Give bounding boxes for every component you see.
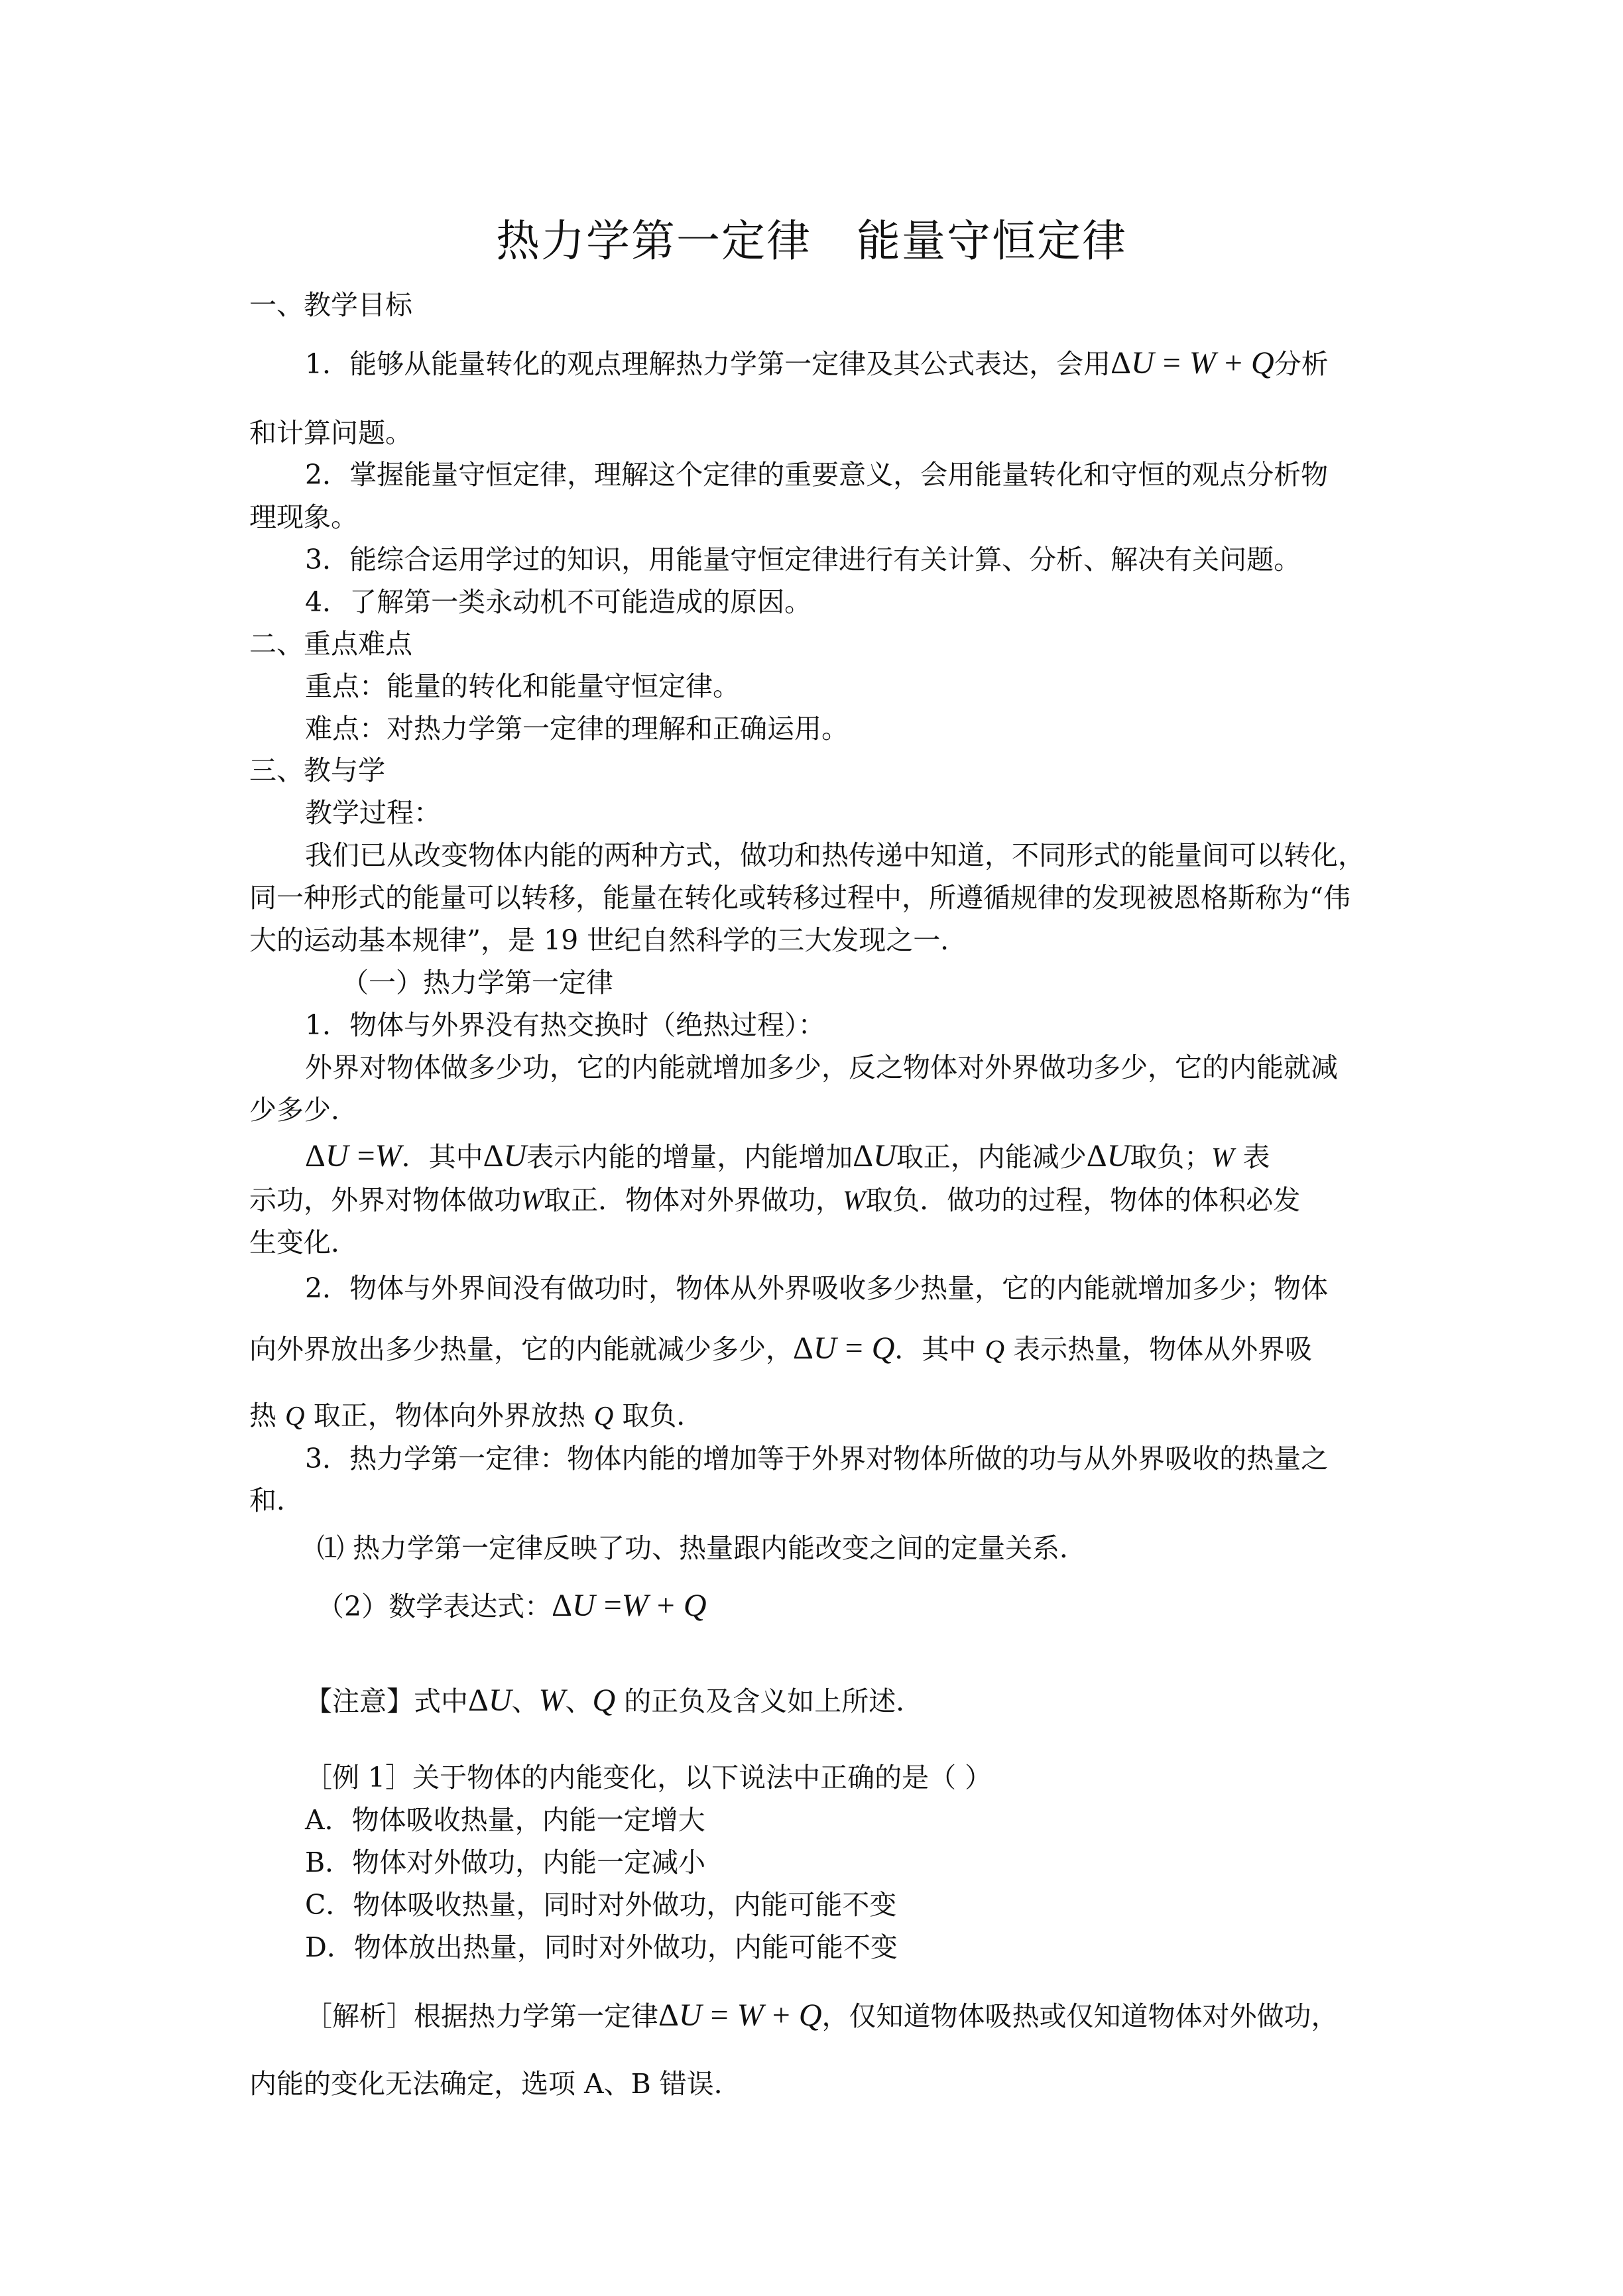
math-var-u: U	[1107, 1138, 1130, 1174]
point-1-line-4	[249, 1181, 1300, 1219]
math-delta: Δ	[793, 1331, 813, 1366]
point-2-line-2	[249, 1330, 1312, 1368]
math-var-w: W	[375, 1138, 402, 1174]
math-var-q: Q	[985, 1334, 1005, 1364]
work-text-e: 表	[1242, 1141, 1270, 1173]
point-1-line-2: 少多少．	[249, 1094, 358, 1126]
law-item-1: ⑴ 热力学第一定律反映了功、热量跟内能改变之间的定量关系．	[317, 1532, 1087, 1564]
math-var-q: Q	[871, 1331, 895, 1366]
math-delta: Δ	[1111, 345, 1131, 381]
analysis-line-1	[305, 1997, 1339, 2035]
math-var-u: U	[325, 1138, 349, 1174]
point-1-text-c3: 取负．做功的过程，物体的体积必发	[865, 1184, 1301, 1216]
math-equals: =	[357, 1138, 375, 1174]
point-2-text-b3: 表示热量，物体从外界吸	[1013, 1333, 1313, 1365]
math-var-q: Q	[683, 1588, 707, 1623]
point-3-line-1: 3．热力学第一定律：物体内能的增加等于外界对物体所做的功与从外界吸收的热量之	[305, 1443, 1329, 1475]
math-equals: =	[710, 1998, 729, 2033]
objective-2-line-1: 2．掌握能量守恒定律，理解这个定律的重要意义，会用能量转化和守恒的观点分析物	[305, 459, 1329, 491]
note-separator: 、	[511, 1685, 539, 1717]
math-var-u: U	[873, 1138, 896, 1174]
math-var-q: Q	[592, 1683, 616, 1718]
key-point: 重点：能量的转化和能量守恒定律。	[305, 670, 740, 702]
math-var-q: Q	[1250, 345, 1274, 381]
point-2-line-1: 2．物体与外界间没有做功时，物体从外界吸收多少热量，它的内能就增加多少；物体	[305, 1272, 1329, 1304]
point-2-text-c2: 取正，物体向外界放热	[313, 1400, 585, 1431]
example-1-question: ［例 1］关于物体的内能变化，以下说法中正确的是（ ）	[305, 1762, 992, 1793]
note-text-a: 【注意】式中	[305, 1685, 468, 1717]
work-text-c: 取正，内能减少	[896, 1141, 1087, 1173]
analysis-text-b: ，仅知道物体吸热或仅知道物体对外做功，	[821, 2000, 1339, 2032]
math-plus: +	[772, 1998, 790, 2033]
objective-3: 3．能综合运用学过的知识，用能量守恒定律进行有关计算、分析、解决有关问题。	[305, 544, 1301, 575]
objective-1-suffix: 分析	[1274, 348, 1329, 380]
note-line	[305, 1682, 923, 1720]
math-delta: Δ	[468, 1683, 489, 1718]
example-1-option-c: C．物体吸收热量，同时对外做功，内能可能不变	[305, 1889, 897, 1921]
math-var-u: U	[1130, 345, 1154, 381]
point-1-heading: 1．物体与外界没有热交换时（绝热过程）：	[305, 1009, 825, 1041]
page-title: 热力学第一定律 能量守恒定律	[496, 215, 1127, 267]
point-1-text-c1: 示功，外界对物体做功	[249, 1184, 521, 1216]
math-var-w: W	[1211, 1142, 1234, 1172]
math-delta: Δ	[552, 1588, 572, 1623]
section-heading-teaching: 三、教与学	[249, 755, 385, 786]
point-2-text-b2: ．其中	[894, 1333, 977, 1365]
work-text-d: 取负；	[1130, 1141, 1212, 1173]
objective-1-line-1	[305, 345, 1329, 383]
point-2-text-c1: 热	[249, 1400, 276, 1431]
math-var-u: U	[678, 1998, 702, 2033]
math-var-u: U	[503, 1138, 527, 1174]
example-1-option-b: B．物体对外做功，内能一定减小	[305, 1846, 706, 1878]
math-var-w: W	[521, 1185, 544, 1215]
math-plus: +	[656, 1588, 675, 1623]
note-text-b: 的正负及含义如上所述．	[624, 1685, 924, 1717]
math-equals: =	[603, 1588, 622, 1623]
point-2-text-b1: 向外界放出多少热量，它的内能就减少多少，	[249, 1333, 793, 1365]
math-var-w: W	[737, 1998, 764, 2033]
example-1-option-d: D．物体放出热量，同时对外做功，内能可能不变	[305, 1931, 898, 1963]
subsection-heading-first-law: （一）热力学第一定律	[341, 967, 613, 998]
math-var-w: W	[621, 1588, 648, 1623]
objective-2-line-2: 理现象。	[249, 501, 358, 533]
section-heading-objectives: 一、教学目标	[249, 289, 412, 321]
work-text-a: ．其中	[401, 1141, 483, 1173]
work-equation-line	[305, 1138, 1270, 1176]
math-var-q: Q	[798, 1998, 822, 2033]
objective-4: 4．了解第一类永动机不可能造成的原因。	[305, 586, 812, 618]
example-1-option-a: A．物体吸收热量，内能一定增大	[305, 1804, 705, 1836]
process-label: 教学过程：	[305, 797, 441, 829]
section-heading-key-points: 二、重点难点	[249, 628, 412, 660]
intro-line-1: 我们已从改变物体内能的两种方式，做功和热传递中知道，不同形式的能量间可以转化，	[305, 839, 1365, 871]
math-var-w: W	[1189, 345, 1216, 381]
intro-line-3: 大的运动基本规律”，是 19 世纪自然科学的三大发现之一．	[249, 924, 968, 956]
difficult-point: 难点：对热力学第一定律的理解和正确运用。	[305, 713, 849, 745]
math-var-u: U	[488, 1683, 512, 1718]
point-2-line-3	[249, 1397, 703, 1434]
math-delta: Δ	[853, 1138, 874, 1174]
math-var-w: W	[843, 1185, 866, 1215]
analysis-line-2: 内能的变化无法确定，选项 A、B 错误．	[249, 2068, 741, 2100]
math-var-q: Q	[593, 1400, 614, 1431]
objective-1-line-2: 和计算问题。	[249, 417, 412, 449]
intro-line-2: 同一种形式的能量可以转移，能量在转化或转移过程中，所遵循规律的发现被恩格斯称为“伟	[249, 882, 1351, 914]
math-var-q: Q	[285, 1400, 305, 1431]
math-plus: +	[1224, 345, 1242, 381]
math-var-u: U	[813, 1331, 837, 1366]
math-equals: =	[845, 1331, 863, 1366]
point-2-text-c3: 取负．	[622, 1400, 704, 1431]
analysis-text-a: ［解析］根据热力学第一定律	[305, 2000, 658, 2032]
point-3-line-2: 和．	[249, 1484, 304, 1516]
math-delta: Δ	[658, 1998, 679, 2033]
math-delta: Δ	[305, 1138, 326, 1174]
math-equals: =	[1162, 345, 1181, 381]
point-1-line-5: 生变化．	[249, 1227, 358, 1258]
note-separator: 、	[565, 1685, 593, 1717]
math-var-w: W	[538, 1683, 566, 1718]
point-1-line-1: 外界对物体做多少功，它的内能就增加多少，反之物体对外界做功多少，它的内能就减	[305, 1052, 1338, 1083]
objective-1-text: 1．能够从能量转化的观点理解热力学第一定律及其公式表达，会用	[305, 348, 1111, 380]
math-var-u: U	[571, 1588, 595, 1623]
work-text-b: 表示内能的增量，内能增加	[526, 1141, 853, 1173]
math-delta: Δ	[1086, 1138, 1107, 1174]
math-delta: Δ	[483, 1138, 504, 1174]
law-item-2	[317, 1587, 707, 1625]
law-item-2-label: （2）数学表达式：	[317, 1591, 552, 1622]
point-1-text-c2: 取正．物体对外界做功，	[544, 1184, 843, 1216]
